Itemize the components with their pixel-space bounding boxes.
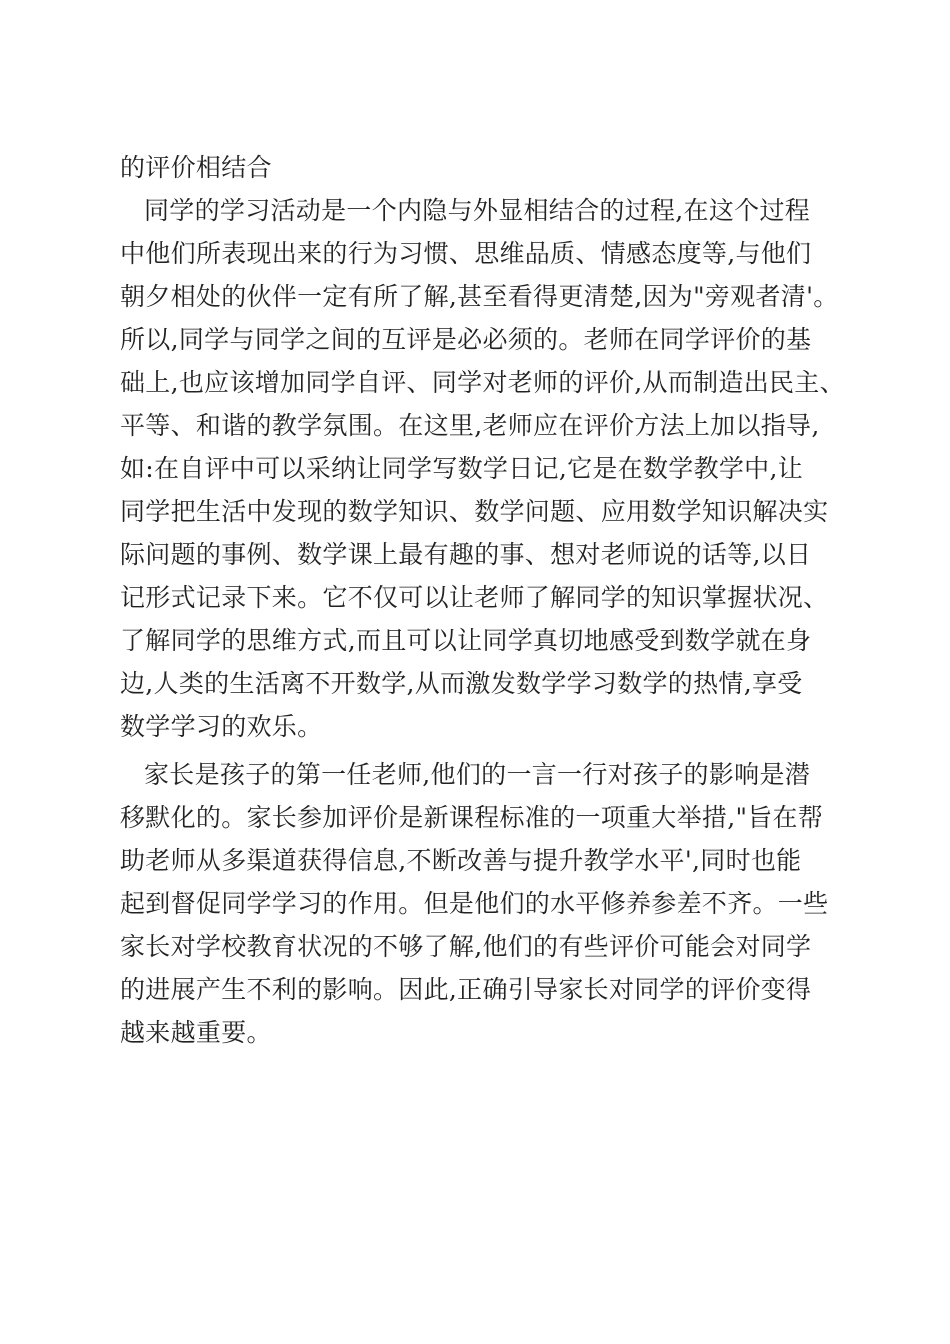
text-line: 同学把生活中发现的数学知识、数学问题、应用数学知识解决实: [120, 497, 829, 526]
text-line: 助老师从多渠道获得信息,不断改善与提升教学水平',同时也能: [120, 846, 802, 875]
text-line: 础上,也应该增加同学自评、同学对老师的评价,从而制造出民主、: [120, 368, 845, 397]
text-line: 际问题的事例、数学课上最有趣的事、想对老师说的话等,以日: [120, 540, 812, 569]
text-line: 越来越重要。: [120, 1018, 272, 1047]
paragraph-start-line: 家长是孩子的第一任老师,他们的一言一行对孩子的影响是潜: [144, 760, 811, 789]
text-line: 所以,同学与同学之间的互评是必必须的。老师在同学评价的基: [120, 325, 812, 354]
text-line: 边,人类的生活离不开数学,从而激发数学学习数学的热情,享受: [120, 669, 803, 698]
text-line: 朝夕相处的伙伴一定有所了解,甚至看得更清楚,因为"旁观者清'。: [120, 282, 839, 311]
text-line: 移默化的。家长参加评价是新课程标准的一项重大举措,"旨在帮: [120, 803, 824, 832]
text-line: 了解同学的思维方式,而且可以让同学真切地感受到数学就在身: [120, 626, 812, 655]
text-line: 如:在自评中可以采纳让同学写数学日记,它是在数学教学中,让: [120, 454, 804, 483]
text-line: 记形式记录下来。它不仅可以让老师了解同学的知识掌握状况、: [120, 583, 829, 612]
text-line: 起到督促同学学习的作用。但是他们的水平修养参差不齐。一些: [120, 889, 829, 918]
paragraph-start-line: 同学的学习活动是一个内隐与外显相结合的过程,在这个过程: [144, 196, 811, 225]
text-line: 的评价相结合: [120, 153, 272, 182]
text-line: 数学学习的欢乐。: [120, 712, 323, 741]
text-line: 平等、和谐的教学氛围。在这里,老师应在评价方法上加以指导,: [120, 411, 820, 440]
text-line: 的进展产生不利的影响。因此,正确引导家长对同学的评价变得: [120, 975, 812, 1004]
text-line: 家长对学校教育状况的不够了解,他们的有些评价可能会对同学: [120, 932, 812, 961]
text-line: 中他们所表现出来的行为习惯、思维品质、情感态度等,与他们: [120, 239, 812, 268]
document-body: [120, 146, 850, 1054]
